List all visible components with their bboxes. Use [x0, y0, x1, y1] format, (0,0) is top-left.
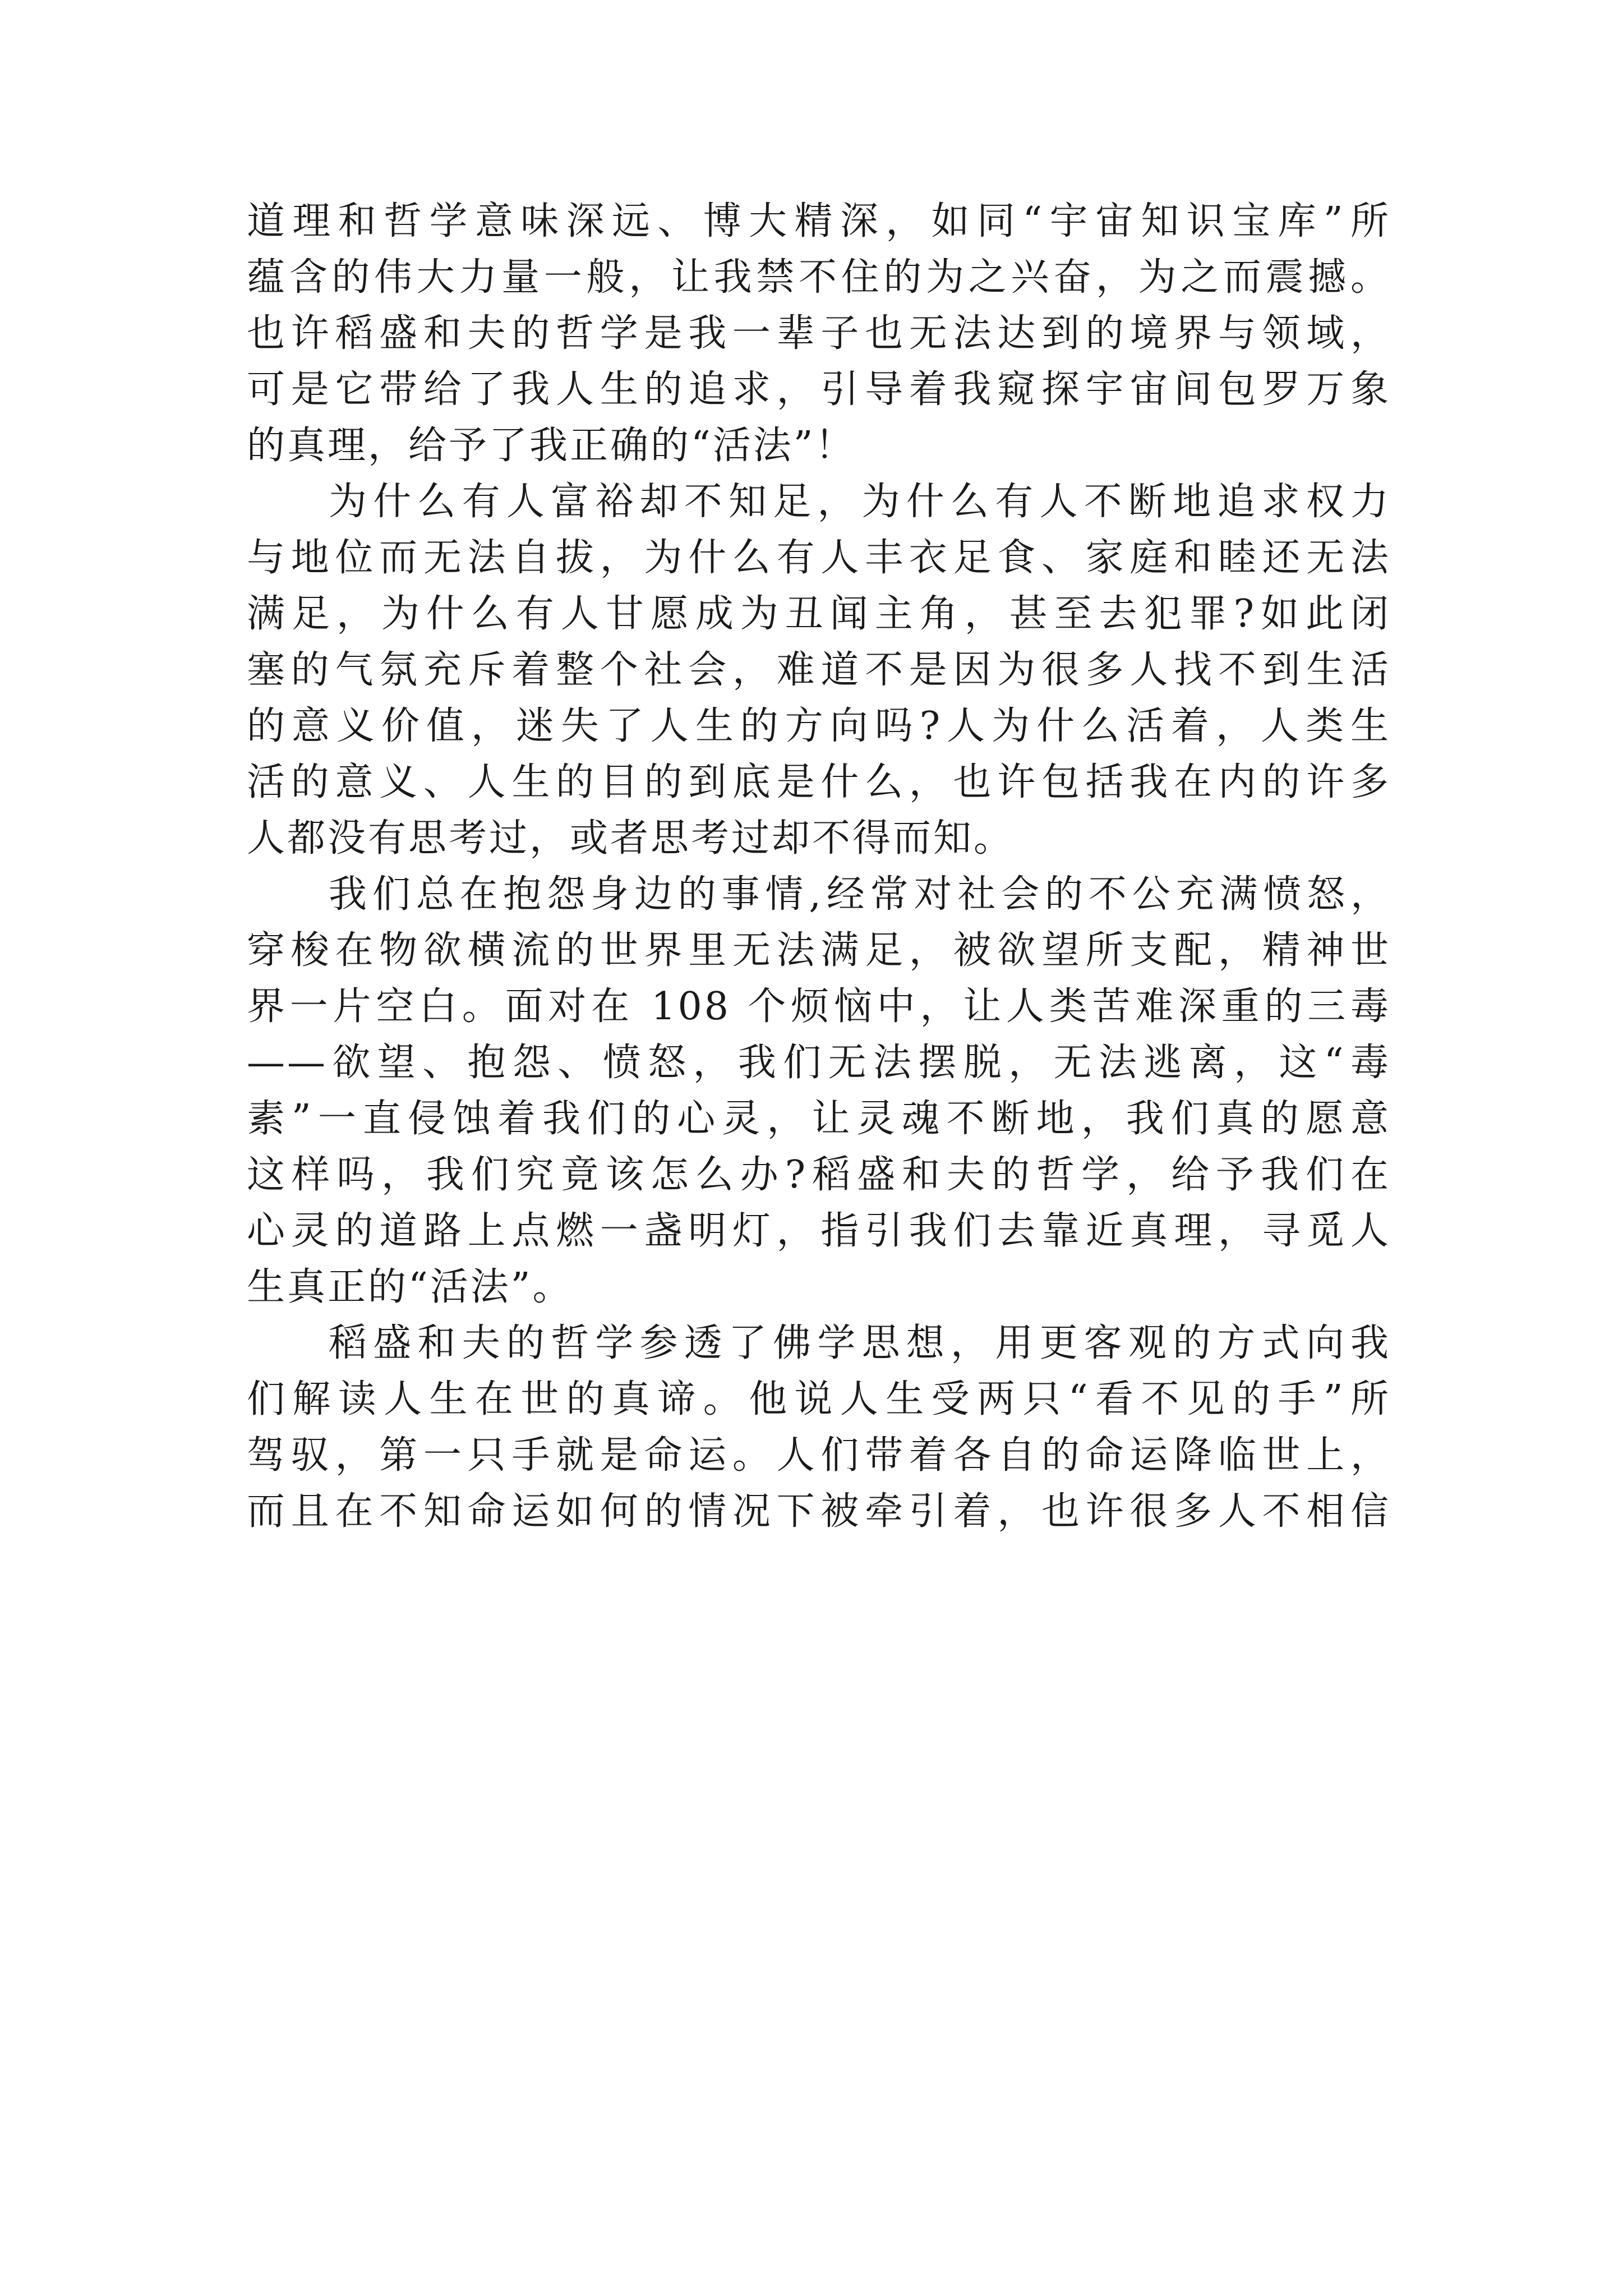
text-line: 与地位而无法自拔，为什么有人丰衣足食、家庭和睦还无法 [247, 536, 1391, 580]
text-line: 满足，为什么有人甘愿成为丑闻主角，甚至去犯罪?如此闭 [247, 592, 1391, 636]
text-line: 也许稻盛和夫的哲学是我一辈子也无法达到的境界与领域， [247, 311, 1391, 356]
paragraph-1 [247, 194, 1391, 474]
text-line: 的真理，给予了我正确的“活法”！ [247, 424, 856, 468]
text-line: 道理和哲学意味深远、博大精深，如同“宇宙知识宝库”所 [247, 199, 1391, 243]
paragraph-4 [247, 1315, 1391, 1540]
text-line: 的意义价值，迷失了人生的方向吗?人为什么活着，人类生 [247, 704, 1391, 748]
text-line: 活的意义、人生的目的到底是什么，也许包括我在内的许多 [247, 760, 1391, 804]
text-line: 塞的气氛充斥着整个社会，难道不是因为很多人找不到生活 [247, 648, 1391, 692]
text-line: 素”一直侵蚀着我们的心灵，让灵魂不断地，我们真的愿意 [247, 1097, 1391, 1141]
paragraph-3 [247, 867, 1391, 1315]
paragraph-2 [247, 474, 1391, 867]
text-line: 为什么有人富裕却不知足，为什么有人不断地追求权力 [329, 480, 1391, 524]
text-line: 人都没有思考过，或者思考过却不得而知。 [247, 816, 1015, 861]
text-line: 我们总在抱怨身边的事情,经常对社会的不公充满愤怒， [329, 872, 1391, 917]
text-line: 而且在不知命运如何的情况下被牵引着，也许很多人不相信 [247, 1489, 1391, 1534]
text-line: 界一片空白。面对在 108 个烦恼中，让人类苦难深重的三毒 [247, 984, 1391, 1029]
text-line: 可是它带给了我人生的追求，引导着我窥探宇宙间包罗万象 [247, 367, 1391, 412]
text-line: 们解读人生在世的真谛。他说人生受两只“看不见的手”所 [247, 1377, 1391, 1421]
text-line: 稻盛和夫的哲学参透了佛学思想，用更客观的方式向我 [329, 1321, 1391, 1365]
text-line: 驾驭，第一只手就是命运。人们带着各自的命运降临世上， [247, 1433, 1391, 1478]
text-line: 蕴含的伟大力量一般，让我禁不住的为之兴奋，为之而震撼。 [247, 255, 1391, 300]
text-line: 生真正的“活法”。 [247, 1265, 573, 1309]
text-line: 心灵的道路上点燃一盏明灯，指引我们去靠近真理，寻觅人 [247, 1209, 1391, 1253]
text-line: 穿梭在物欲横流的世界里无法满足，被欲望所支配，精神世 [247, 928, 1391, 973]
text-line: 这样吗，我们究竟该怎么办?稻盛和夫的哲学，给予我们在 [247, 1153, 1391, 1197]
document-body [247, 194, 1391, 1540]
text-line: ——欲望、抱怨、愤怒，我们无法摆脱，无法逃离，这“毒 [247, 1041, 1391, 1085]
